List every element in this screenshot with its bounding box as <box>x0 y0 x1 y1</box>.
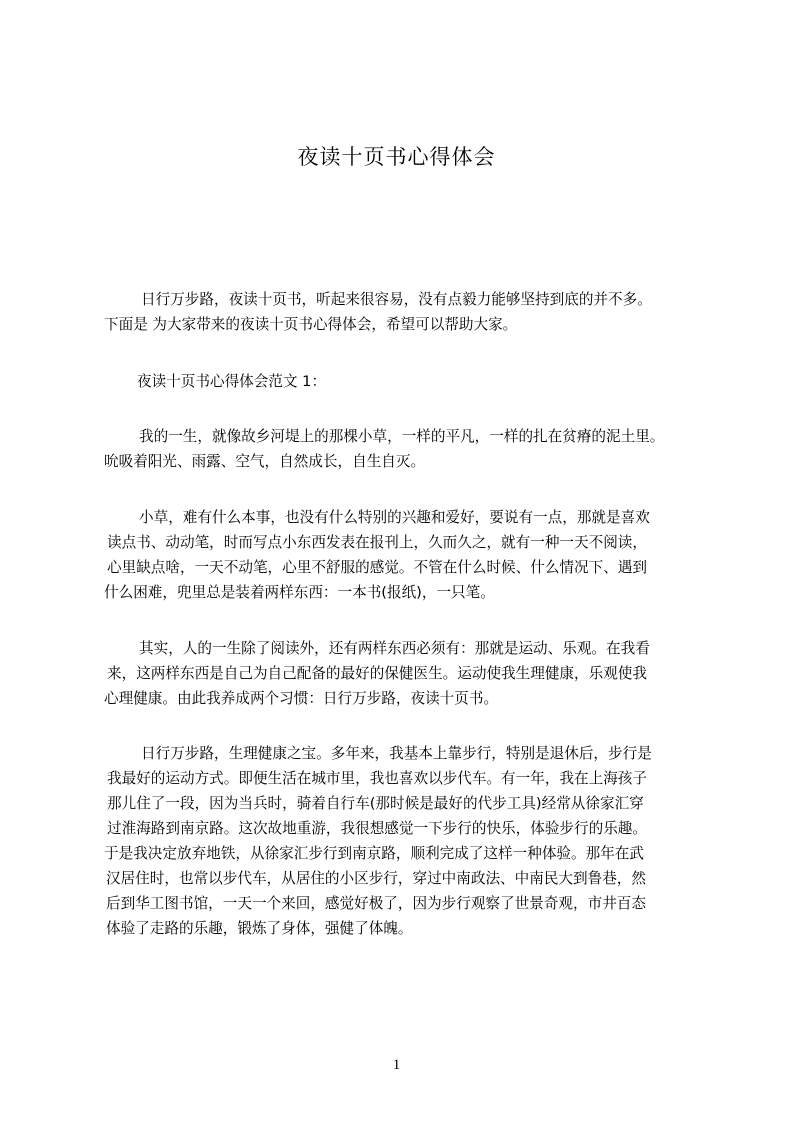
paragraph-line: 日行万步路，生理健康之宝。多年来，我基本上靠步行，特别是退休后，步行是 <box>141 745 652 762</box>
paragraph-habits <box>104 636 694 711</box>
paragraph-walking <box>104 741 694 941</box>
page-number: 1 <box>392 1057 401 1073</box>
paragraph-line: 体验了走路的乐趣，锻炼了身体，强健了体魄。 <box>106 920 413 937</box>
paragraph-line: 其实，人的一生除了阅读外，还有两样东西必须有：那就是运动、乐观。在我看 <box>139 640 650 657</box>
paragraph-line: 吮吸着阳光、雨露、空气，自然成长，自生自灭。 <box>104 453 426 470</box>
paragraph-intro <box>104 287 694 337</box>
paragraph-line: 过淮海路到南京路。这次故地重游，我很想感觉一下步行的快乐，体验步行的乐趣。 <box>107 820 647 837</box>
document-title: 夜读十页书心得体会 <box>297 145 496 169</box>
paragraph-line: 来，这两样东西是自己为自己配备的最好的保健医生。运动使我生理健康，乐观使我 <box>107 665 647 682</box>
paragraph-line: 下面是 为大家带来的夜读十页书心得体会，希望可以帮助大家。 <box>104 316 518 333</box>
paragraph-line: 心里缺点啥，一天不动笔，心里不舒服的感觉。不管在什么时候、什么情况下、遇到 <box>107 559 647 576</box>
paragraph-line: 于是我决定放弃地铁，从徐家汇步行到南京路，顺利完成了这样一种体验。那年在武 <box>104 845 644 862</box>
paragraph-grass <box>104 505 694 605</box>
paragraph-line: 我的一生，就像故乡河堤上的那棵小草，一样的平凡，一样的扎在贫瘠的泥土里。 <box>139 428 665 445</box>
paragraph-line: 什么困难，兜里总是装着两样东西：一本书(报纸)，一只笔。 <box>104 584 495 601</box>
paragraph-line: 日行万步路，夜读十页书，听起来很容易，没有点毅力能够坚持到底的并不多。 <box>141 291 652 308</box>
paragraph-line: 后到华工图书馆，一天一个来回，感觉好极了，因为步行观察了世景奇观，市井百态 <box>106 895 646 912</box>
section-heading-text: 夜读十页书心得体会范文 1： <box>137 373 327 390</box>
paragraph-life <box>104 424 694 474</box>
paragraph-line: 汉居住时，也常以步代车，从居住的小区步行，穿过中南政法、中南民大到鲁巷，然 <box>106 870 646 887</box>
paragraph-line: 心理健康。由此我养成两个习惯：日行万步路，夜读十页书。 <box>104 690 499 707</box>
paragraph-line: 我最好的运动方式。即便生活在城市里，我也喜欢以步代车。有一年，我在上海孩子 <box>107 770 647 787</box>
paragraph-line: 读点书、动动笔，时而写点小东西发表在报刊上，久而久之，就有一种一天不阅读， <box>107 534 647 551</box>
paragraph-line: 那儿住了一段，因为当兵时，骑着自行车(那时候是最好的代步工具)经常从徐家汇穿 <box>107 795 644 812</box>
paragraph-line: 小草，难有什么本事，也没有什么特别的兴趣和爱好，要说有一点，那就是喜欢 <box>139 509 650 526</box>
section-heading <box>104 369 694 394</box>
